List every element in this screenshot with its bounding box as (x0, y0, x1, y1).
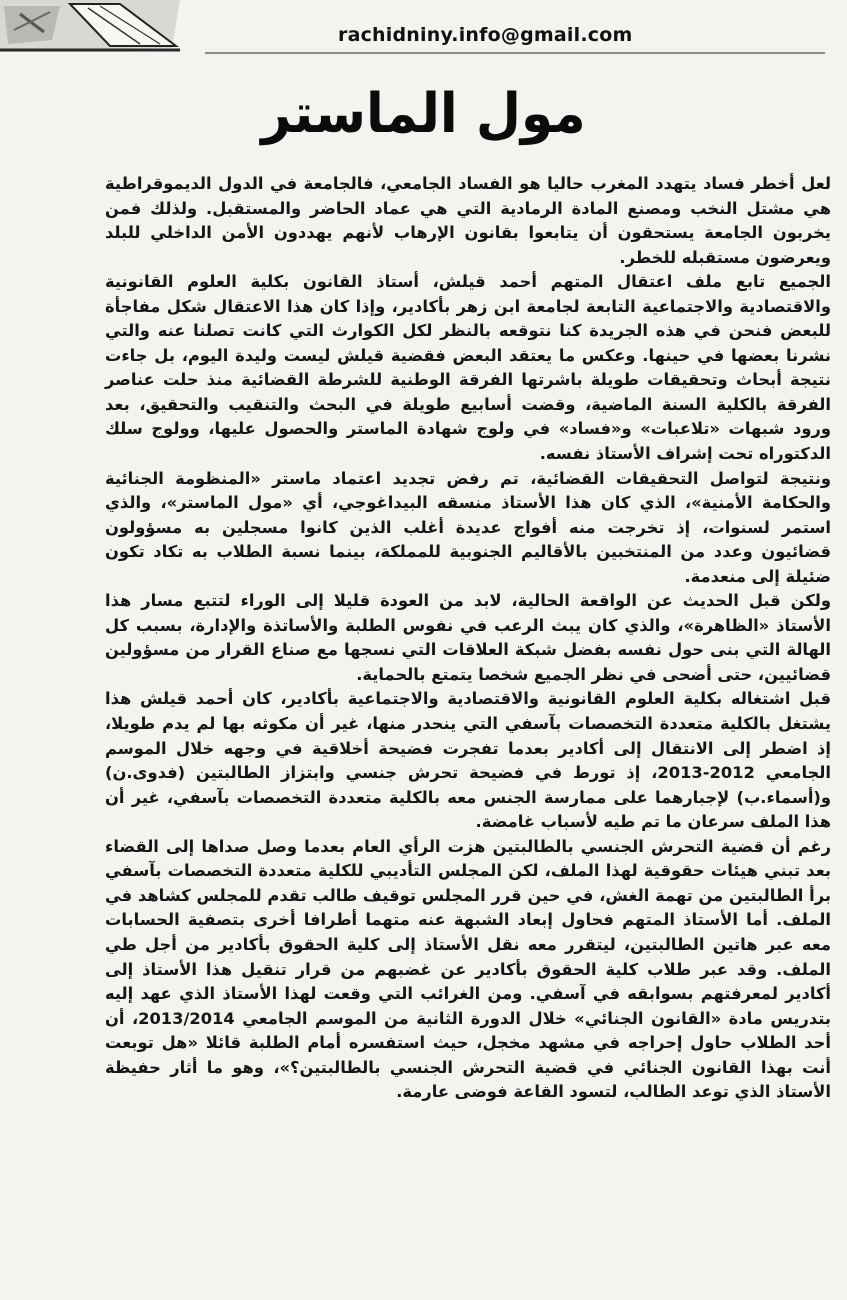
article-paragraph: رغم أن قضية التحرش الجنسي بالطالبتين هزت الرأي العام بعدما وصل صداها إلى القضاء بعد تبني هيئات حقوقية لهذا الملف، لكن المجلس التأديبي للكلية متعددة التخصصات بآسفي برأ الطالبتين من تهمة الغش، في حين قرر المجلس توقيف طالب تقدم للمجلس كشاهد في الملف. أما الأستاذ المتهم فحاول إبعاد الشبهة عنه متهما أطرافا أخرى بتصفية الحسابات معه عبر هاتين الطالبتين، ليتقرر معه نقل الأستاذ إلى كلية الحقوق بأكادير من أجل طي الملف. وقد عبر طلاب كلية الحقوق بأكادير عن غضبهم من قرار تنقيل هذا الأستاذ إلى أكادير لمعرفتهم بسوابقه في آسفي. ومن الغرائب التي وقعت لهذا الأستاذ الذي عهد إليه بتدريس مادة «القانون الجنائي» خلال الدورة الثانية من الموسم الجامعي 2013/2014، أن أحد الطلاب حاول إحراجه في مشهد مخجل، حيث استفسره أمام الطلبة قائلا «هل توبعت أنت بهذا القانون الجنائي في قضية التحرش الجنسي بالطالبتين؟»، وهو ما أثار حفيظة الأستاذ الذي توعد الطالب، لتسود القاعة فوضى عارمة. (105, 836, 831, 1102)
article-title: مول الماستر (261, 82, 586, 146)
article-paragraph: ولكن قبل الحديث عن الواقعة الحالية، لابد من العودة قليلا إلى الوراء لتتبع مسار هذا الأستاذ «الظاهرة»، والذي كان يبث الرعب في نفوس الطلبة والأساتذة والإدارة، بسبب كل الهالة التي بنى حول نفسه بفضل شبكة العلاقات التي نسجها مع صناع القرار من مسؤولين قضائيين، حتى أضحى في نظر الجميع شخصا يتمتع بالحماية. (105, 591, 831, 684)
article-body (105, 172, 831, 1105)
header-divider (205, 52, 825, 54)
article-paragraph: الجميع تابع ملف اعتقال المتهم أحمد قيلش، أستاذ القانون بكلية العلوم القانونية والاقتصادية والاجتماعية التابعة لجامعة ابن زهر بأكادير، وإذا كان هذا الاعتقال شكل مفاجأة للبعض فنحن في هذه الجريدة كنا نتوقعه بالنظر لكل الكوارث التي كانت تصلنا عنه والتي نشرنا بعضها في حينها. وعكس ما يعتقد البعض فقضية قيلش ليست وليدة اليوم، بل جاءت نتيجة أبحاث وتحقيقات طويلة باشرتها الفرقة الوطنية للشرطة القضائية منذ حلت عناصر الفرقة بالكلية السنة الماضية، وقضت أسابيع طويلة في البحث والتنقيب والتحقيق، بعد ورود شبهات «تلاعبات» و«فساد» في ولوج شهادة الماستر والحصول عليها، وولوج سلك الدكتوراه تحت إشراف الأستاذ نفسه. (105, 272, 831, 464)
article-paragraph: قبل اشتغاله بكلية العلوم القانونية والاقتصادية والاجتماعية بأكادير، كان أحمد قيلش هذا يشتغل بالكلية متعددة التخصصات بآسفي التي ينحدر منها، غير أن مكوثه بها لم يدم طويلا، إذ اضطر إلى الانتقال إلى أكادير بعدما تفجرت فضيحة أخلاقية في وجهه خلال الموسم الجامعي 2012-2013، إذ تورط في فضيحة تحرش جنسي وابتزاز الطالبتين (فدوى.ن) و(أسماء.ب) لإجبارهما على ممارسة الجنس معه بالكلية متعددة التخصصات بآسفي، غير أن هذا الملف سرعان ما تم طيه لأسباب غامضة. (105, 689, 831, 832)
corner-decoration-image (0, 0, 180, 56)
article-paragraph: لعل أخطر فساد يتهدد المغرب حاليا هو الفساد الجامعي، فالجامعة في الدول الديموقراطية هي مشتل النخب ومصنع المادة الرمادية التي هي عماد الحاضر والمستقبل. ولذلك فمن يخربون الجامعة يستحقون أن يتابعوا بقانون الإرهاب لأنهم يهددون الأمن الداخلي للبلد ويعرضون مستقبله للخطر. (105, 174, 831, 267)
contact-email: rachidniny.info@gmail.com (338, 24, 633, 46)
article-paragraph: ونتيجة لتواصل التحقيقات القضائية، تم رفض تجديد اعتماد ماستر «المنظومة الجنائية والحكامة الأمنية»، الذي كان هذا الأستاذ منسقه البيداغوجي، أي «مول الماستر»، والذي استمر لسنوات، إذ تخرجت منه أفواج عديدة أغلب الذين كانوا مسجلين به مسؤولون قضائيون وعدد من المنتخبين بالأقاليم الجنوبية للمملكة، بينما نسبة الطلاب به تكاد تكون ضئيلة إلى منعدمة. (105, 468, 831, 586)
